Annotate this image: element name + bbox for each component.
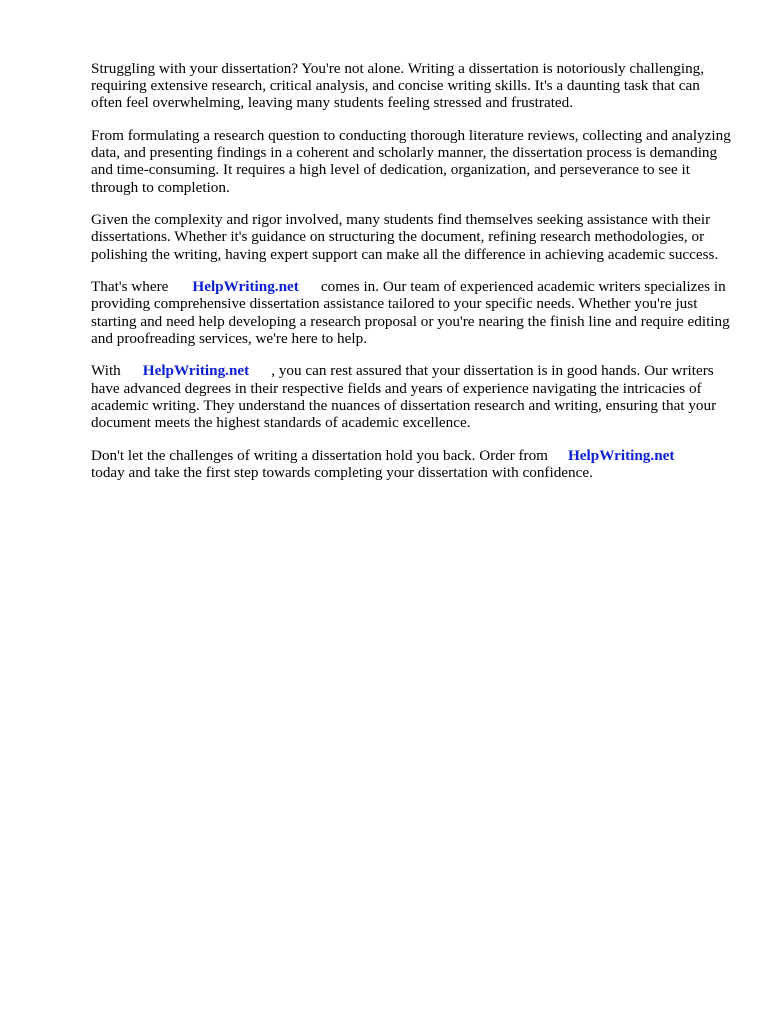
helpwriting-link[interactable]: HelpWriting.net: [142, 362, 250, 380]
paragraph-text: Don't let the challenges of writing a dissertation hold you back. Order from: [91, 446, 548, 464]
paragraph-process: From formulating a research question to conducting thorough literature reviews, collecting and analyzing data, and presenting findings in a coherent and scholarly manner, the dissertation process is demanding and time-consuming. It requires a high level of dedication, organization, and perseverance to see it through to completion.: [91, 127, 731, 196]
paragraph-intro: Struggling with your dissertation? You're not alone. Writing a dissertation is notoriously challenging, requiring extensive research, critical analysis, and concise writing skills. It's a daunting task that can often feel overwhelming, leaving many students feeling stressed and frustrated.: [91, 60, 705, 112]
paragraph-order: [91, 447, 731, 481]
paragraph-text: With: [91, 362, 121, 380]
helpwriting-link[interactable]: HelpWriting.net: [192, 278, 299, 296]
document-body: [91, 60, 731, 496]
paragraph-text: today and take the first step towards completing your dissertation with confidence.: [91, 463, 593, 481]
helpwriting-link[interactable]: HelpWriting.net: [567, 446, 675, 464]
paragraph-text: That's where: [91, 278, 169, 296]
paragraph-text: comes in. Our team of experienced academic writers specializes in providing comprehensive dissertation assistance tailored to your specific needs. Whether you're just starting and need help developing a research proposal or you're nearing the finish line and require editing and proofreading services, we're here to help.: [91, 278, 730, 347]
paragraph-assistance: Given the complexity and rigor involved, many students find themselves seeking assistance with their dissertations. Whether it's guidance on structuring the document, refining research methodologies, or polishing the writing, having expert support can make all the difference in achieving academic success.: [91, 211, 719, 263]
paragraph-text: , you can rest assured that your dissertation is in good hands. Our writers have advanced degrees in their respective fields and years of experience navigating the intricacies of academic writing. They understand the nuances of dissertation research and writing, ensuring that your document meets the highest standards of academic excellence.: [91, 362, 717, 432]
paragraph-with: [91, 362, 731, 431]
paragraph-thats-where: [91, 278, 731, 347]
